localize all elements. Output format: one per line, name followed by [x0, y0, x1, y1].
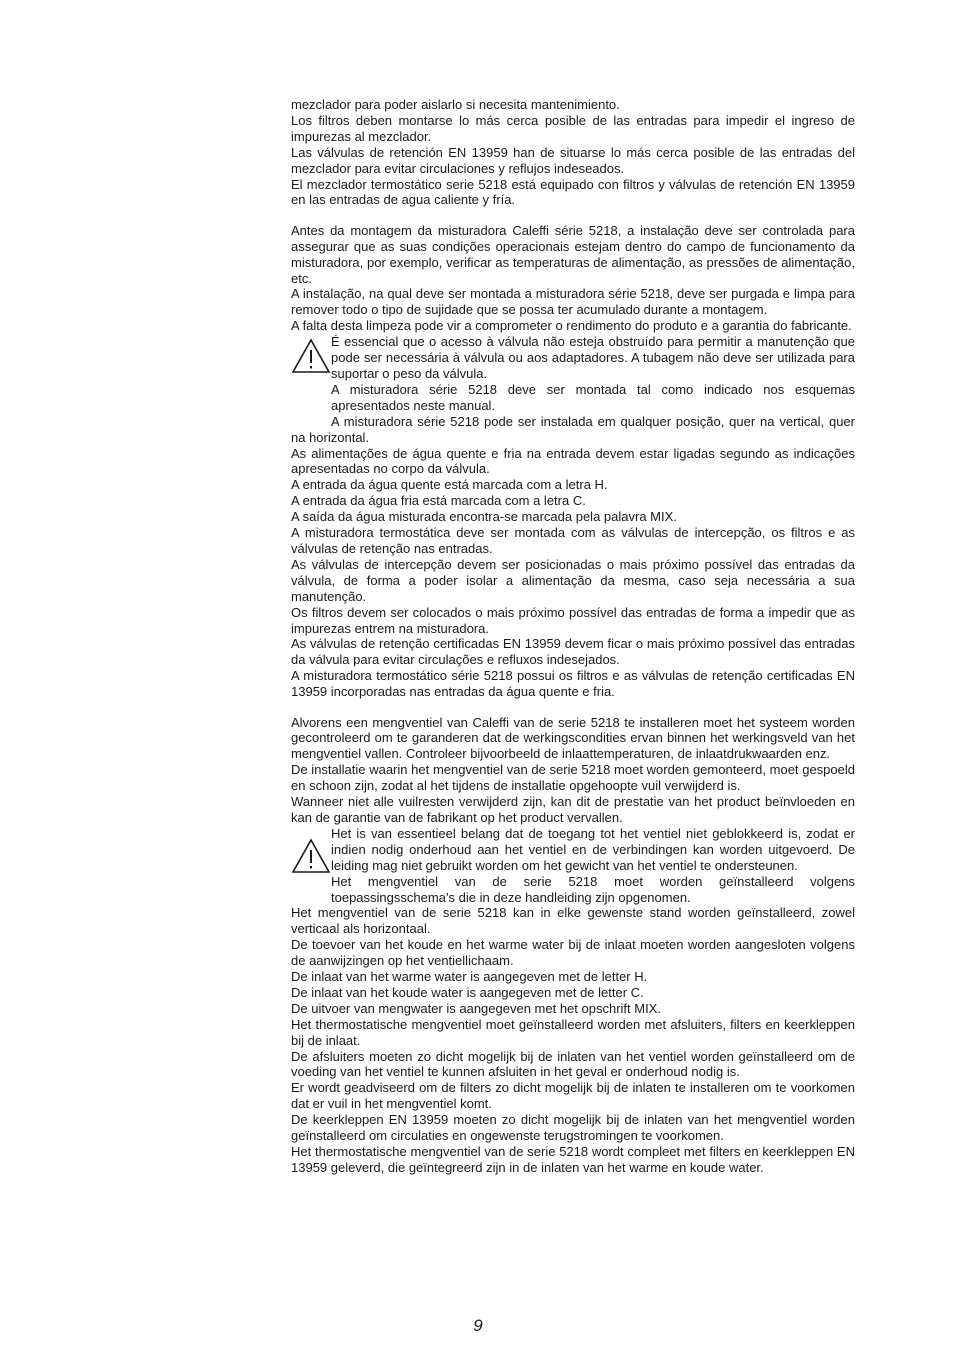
warning-paragraph: A misturadora série 5218 deve ser montada tal como indicado nos esquemas apresentados neste manual.: [331, 381, 855, 413]
warning-paragraph: É essencial que o acesso à válvula não esteja obstruído para permitir a manutenção que pode ser necessária à válvula ou aos adaptadores. A tubagem não deve ser utilizada para suportar o peso da válvula.: [331, 334, 855, 381]
paragraph: De afsluiters moeten zo dicht mogelijk bij de inlaten van het ventiel worden geïnstalleerd om de voeding van het ventiel te kunnen afsluiten in het geval er onderhoud nodig is.: [291, 1048, 855, 1080]
paragraph: Antes da montagem da misturadora Caleffi série 5218, a instalação deve ser controlada para assegurar que as suas condições operacionais estejam dentro do campo de funcionamento da misturadora, por exemplo, verificar as temperaturas de alimentação, as pressões de alimentação, etc.: [291, 222, 855, 286]
paragraph: Os filtros devem ser colocados o mais próximo possível das entradas de forma a impedir que as impurezas entrem na misturadora.: [291, 604, 855, 636]
page-number: 9: [473, 1316, 483, 1335]
paragraph: De installatie waarin het mengventiel van de serie 5218 moet worden gemonteerd, moet gespoeld en schoon zijn, zodat al het tijdens de installatie opgehoopte vuil verwijderd is.: [291, 762, 855, 794]
warning-triangle-icon: [291, 838, 331, 874]
warning-block: [291, 826, 855, 906]
paragraph: De toevoer van het koude en het warme water bij de inlaat moeten worden aangesloten volgens de aanwijzingen op het ventiellichaam.: [291, 937, 855, 969]
paragraph: A entrada da água quente está marcada com a letra H.: [291, 477, 608, 493]
paragraph: A misturadora termostática deve ser montada com as válvulas de intercepção, os filtros e as válvulas de retenção nas entradas.: [291, 525, 855, 556]
paragraph: mezclador para poder aislarlo si necesita mantenimiento.: [291, 97, 620, 112]
paragraph: Los filtros deben montarse lo más cerca posible de las entradas para impedir el ingreso de impurezas al mezclador.: [291, 112, 855, 144]
warning-triangle-icon: [291, 338, 331, 374]
warning-paragraph: Het mengventiel van de serie 5218 moet worden geïnstalleerd volgens toepassingsschema’s die in deze handleiding zijn opgenomen.: [331, 873, 855, 905]
paragraph: Het mengventiel van de serie 5218 kan in elke gewenste stand worden geïnstalleerd, zowel verticaal als horizontaal.: [291, 905, 855, 937]
paragraph: Het thermostatische mengventiel moet geïnstalleerd worden met afsluiters, filters en keerkleppen bij de inlaat.: [291, 1016, 855, 1048]
paragraph: As válvulas de retenção certificadas EN 13959 devem ficar o mais próximo possível das entradas da válvula para evitar circulações e refluxos indesejados.: [291, 636, 855, 668]
paragraph: De keerkleppen EN 13959 moeten zo dicht mogelijk bij de inlaten van het mengventiel worden geïnstalleerd om circulaties en ongewenste terugstromingen te voorkomen.: [291, 1112, 855, 1144]
paragraph: As alimentações de água quente e fria na entrada devem estar ligadas segundo as indicações apresentadas no corpo da válvula.: [291, 445, 855, 477]
paragraph: Er wordt geadviseerd om de filters zo dicht mogelijk bij de inlaten te installeren om te voorkomen dat er vuil in het mengventiel komt.: [291, 1080, 855, 1112]
paragraph: Alvorens een mengventiel van Caleffi van de serie 5218 te installeren moet het systeem worden gecontroleerd om te garanderen dat de werkingscondities ervan binnen het werkingsveld van het mengventiel vallen. Controleer bijvoorbeeld de inlaattemperaturen, de inlaatdrukwaarden enz.: [291, 714, 855, 762]
paragraph: Het thermostatische mengventiel van de serie 5218 wordt compleet met filters en keerkleppen EN 13959 geleverd, die geïntegreerd zijn in de inlaten van het warme en koude water.: [291, 1144, 855, 1175]
spanish-section: [291, 97, 855, 208]
paragraph: Las válvulas de retención EN 13959 han de situarse lo más cerca posible de las entradas del mezclador para evitar circulaciones y reflujos indeseados.: [291, 144, 855, 176]
warning-paragraph: Het is van essentieel belang dat de toegang tot het ventiel niet geblokkeerd is, zodat er indien nodig onderhoud aan het ventiel en de verbindingen kan worden uitgevoerd. De leiding mag niet gebruikt worden om het gewicht van het ventiel te ondersteunen.: [331, 825, 855, 873]
paragraph: De inlaat van het koude water is aangegeven met de letter C.: [291, 984, 644, 1000]
paragraph: As válvulas de intercepção devem ser posicionadas o mais próximo possível das entradas da válvula, de forma a poder isolar a alimentação da mesma, caso seja necessária a sua manutenção.: [291, 556, 855, 604]
paragraph: A instalação, na qual deve ser montada a misturadora série 5218, deve ser purgada e limpa para remover todo o tipo de sujidade que se possa ter acumulado durante a montagem.: [291, 286, 855, 318]
paragraph: A misturadora termostático série 5218 possui os filtros e as válvulas de retenção certificadas EN 13959 incorporadas nas entradas da água quente e fria.: [291, 668, 855, 700]
warning-paragraph: A misturadora série 5218 pode ser instalada em qualquer posição, quer na vertical, quer na horizontal.: [291, 413, 855, 445]
paragraph: A saída da água misturada encontra-se marcada pela palavra MIX.: [291, 509, 677, 525]
paragraph: El mezclador termostático serie 5218 está equipado con filtros y válvulas de retención EN 13959 en las entradas de agua caliente y fría.: [291, 176, 855, 208]
paragraph: De inlaat van het warme water is aangegeven met de letter H.: [291, 969, 648, 985]
text-column: [291, 97, 855, 1176]
portuguese-section: [291, 223, 855, 700]
paragraph: De uitvoer van mengwater is aangegeven met het opschrift MIX.: [291, 1000, 661, 1016]
warning-block: [291, 334, 855, 445]
dutch-section: [291, 715, 855, 1176]
paragraph: A entrada da água fria está marcada com a letra C.: [291, 493, 586, 509]
paragraph: Wanneer niet alle vuilresten verwijderd zijn, kan dit de prestatie van het product beïnvloeden en kan de garantie van de fabrikant op het product vervallen.: [291, 794, 855, 825]
paragraph: A falta desta limpeza pode vir a comprometer o rendimento do produto e a garantia do fabricante.: [291, 318, 852, 334]
